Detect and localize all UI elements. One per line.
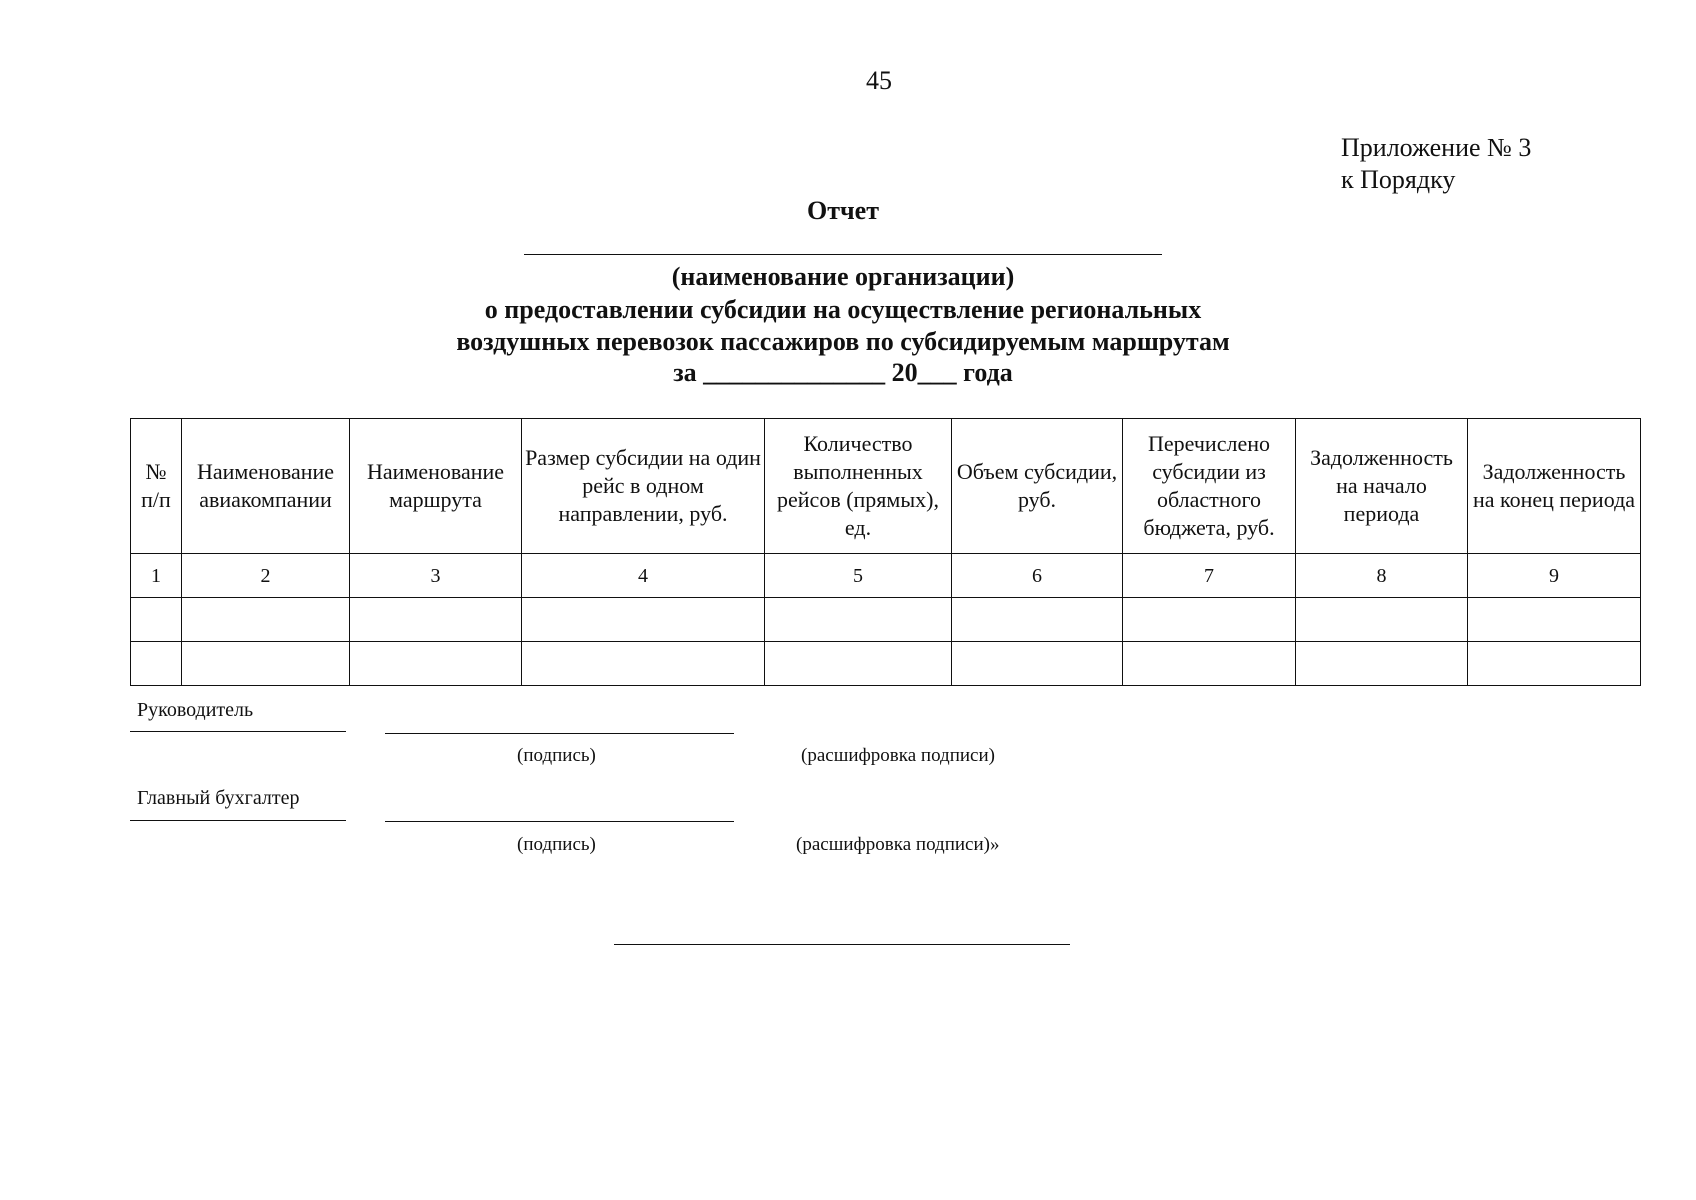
table-cell	[952, 598, 1123, 642]
header-cell: Задолженность на начало периода	[1296, 419, 1468, 554]
organization-caption: (наименование организации)	[671, 262, 1015, 291]
table-cell	[182, 642, 350, 686]
head-signature-line	[385, 733, 734, 734]
table-cell	[182, 598, 350, 642]
number-cell: 3	[350, 554, 522, 598]
closing-separator-line	[614, 944, 1070, 945]
organization-name-line	[524, 254, 1162, 255]
head-decode-caption: (расшифровка подписи)	[801, 745, 995, 766]
header-cell: Количество выполненных рейсов (прямых), ед.	[765, 419, 952, 554]
number-cell: 6	[952, 554, 1123, 598]
table-cell	[131, 598, 182, 642]
table-cell	[522, 642, 765, 686]
head-position-line	[130, 731, 346, 732]
accountant-label: Главный бухгалтер	[137, 787, 300, 809]
table-cell	[1296, 642, 1468, 686]
report-table	[130, 418, 1641, 686]
table-cell	[350, 642, 522, 686]
head-label: Руководитель	[137, 699, 254, 721]
subtitle-line-1: о предоставлении субсидии на осуществление региональных	[484, 295, 1202, 324]
accountant-signature-line	[385, 821, 734, 822]
table-row	[131, 642, 1641, 686]
number-cell: 5	[765, 554, 952, 598]
table-number-row	[131, 554, 1641, 598]
report-title: Отчет	[807, 196, 879, 225]
header-cell: Объем субсидии, руб.	[952, 419, 1123, 554]
appendix-note	[1341, 132, 1531, 196]
header-cell: Размер субсидии на один рейс в одном направлении, руб.	[522, 419, 765, 554]
header-cell: Задолженность на конец периода	[1468, 419, 1641, 554]
subtitle-line-2: воздушных перевозок пассажиров по субсидируемым маршрутам	[456, 327, 1230, 356]
table-row	[131, 598, 1641, 642]
table-cell	[1468, 642, 1641, 686]
report-subtitle	[0, 294, 1686, 358]
accountant-decode-caption: (расшифровка подписи)»	[796, 834, 1000, 855]
number-cell: 9	[1468, 554, 1641, 598]
table-cell	[765, 598, 952, 642]
number-cell: 1	[131, 554, 182, 598]
accountant-signature-caption: (подпись)	[517, 834, 596, 855]
page-number: 45	[866, 66, 892, 95]
table-header-row	[131, 419, 1641, 554]
accountant-position-line	[130, 820, 346, 821]
header-cell: Наименование маршрута	[350, 419, 522, 554]
header-cell: № п/п	[131, 419, 182, 554]
header-cell: Перечислено субсидии из областного бюджета, руб.	[1123, 419, 1296, 554]
report-period: за ______________ 20___ года	[673, 358, 1013, 387]
number-cell: 2	[182, 554, 350, 598]
number-cell: 7	[1123, 554, 1296, 598]
table-cell	[765, 642, 952, 686]
table-cell	[350, 598, 522, 642]
number-cell: 8	[1296, 554, 1468, 598]
table-cell	[1123, 642, 1296, 686]
table-cell	[1296, 598, 1468, 642]
table-cell	[522, 598, 765, 642]
head-signature-caption: (подпись)	[517, 745, 596, 766]
appendix-line-1: Приложение № 3	[1341, 133, 1532, 162]
table-cell	[1123, 598, 1296, 642]
table-cell	[1468, 598, 1641, 642]
table-cell	[952, 642, 1123, 686]
appendix-line-2: к Порядку	[1341, 165, 1456, 194]
table-cell	[131, 642, 182, 686]
header-cell: Наименование авиакомпании	[182, 419, 350, 554]
number-cell: 4	[522, 554, 765, 598]
